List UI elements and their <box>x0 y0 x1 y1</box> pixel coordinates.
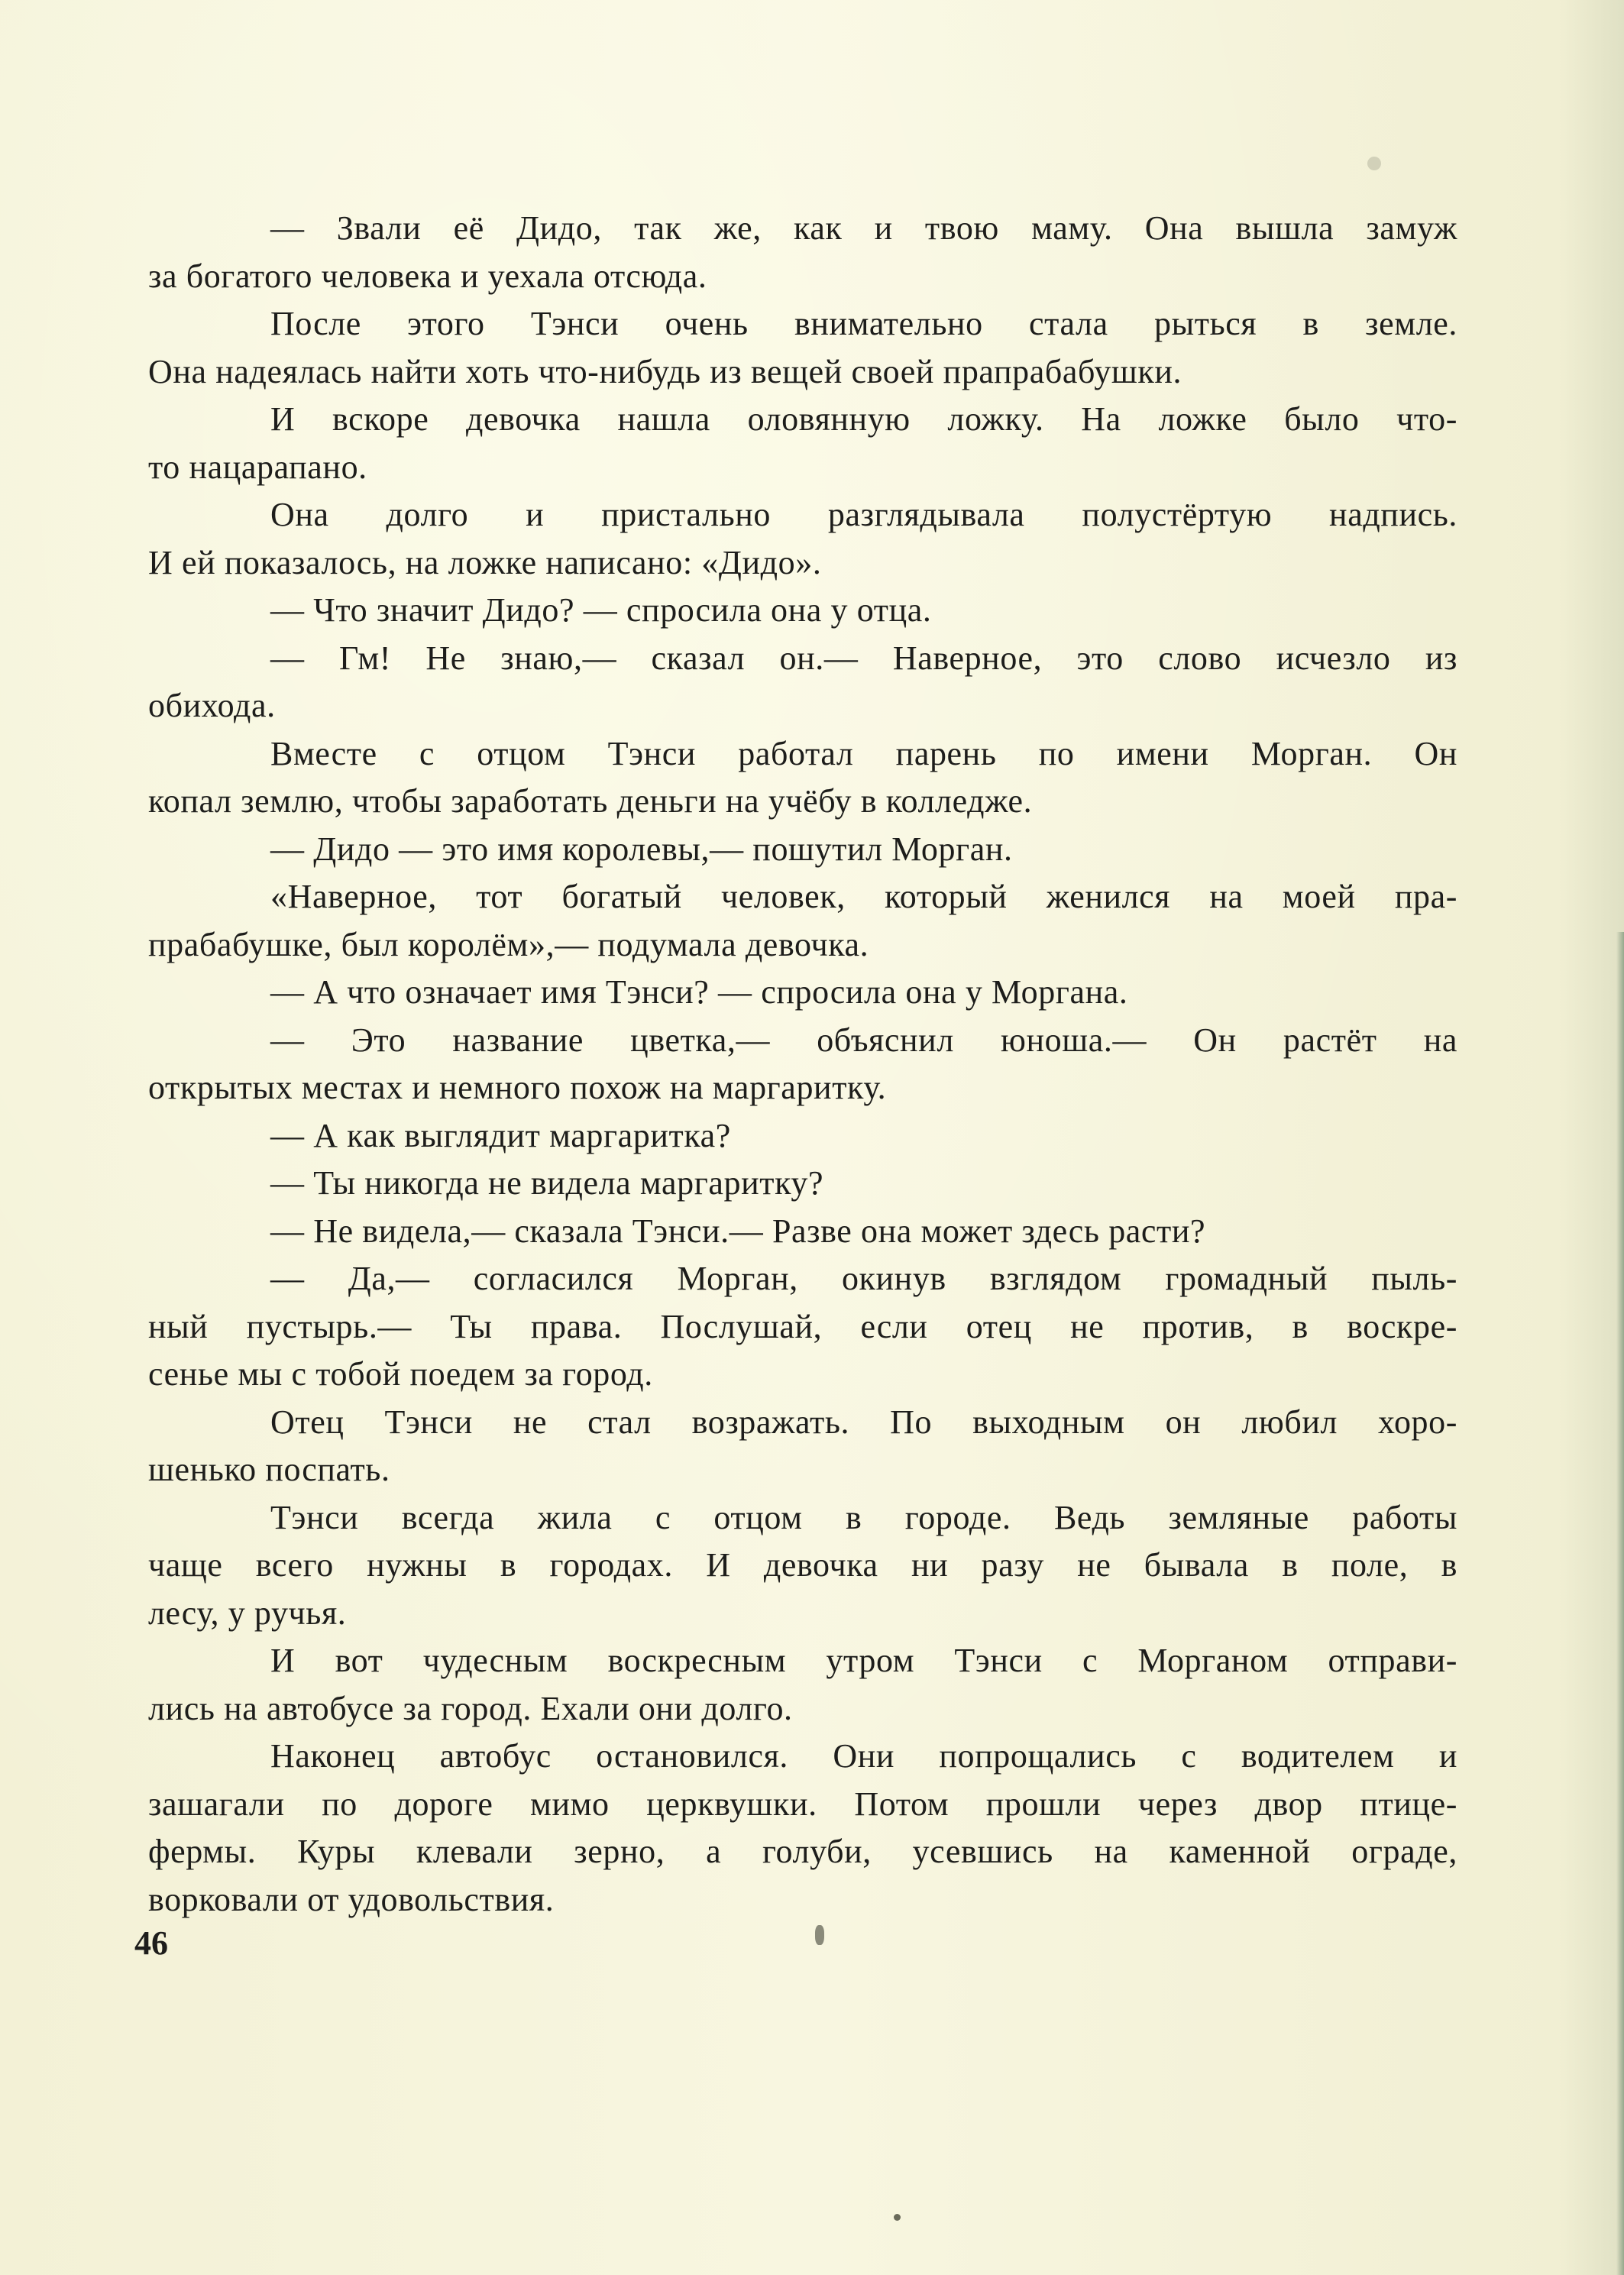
text-line: И ей показалось, на ложке написано: «Дидо». <box>148 543 822 581</box>
paper-speck <box>1367 157 1381 170</box>
text-line: зашагали по дороге мимо церквушки. Потом прошли через двор птице- <box>148 1785 1457 1823</box>
text-line: шенько поспать. <box>148 1451 390 1488</box>
text-line: Тэнси всегда жила с отцом в городе. Ведь земляные работы <box>270 1498 1457 1536</box>
text-line: ворковали от удовольствия. <box>148 1880 555 1918</box>
text-line: чаще всего нужны в городах. И девочка ни разу не бывала в поле, в <box>148 1546 1457 1584</box>
text-line: И вскоре девочка нашла оловянную ложку. На ложке было что- <box>270 400 1457 438</box>
page-edge-shadow <box>1616 932 1624 2275</box>
text-line: обихода. <box>148 687 276 724</box>
text-line: — Да,— согласился Морган, окинув взглядом громадный пыль- <box>270 1260 1457 1297</box>
text-line: Она долго и пристально разглядывала полустёртую надпись. <box>270 496 1457 533</box>
text-line: — Ты никогда не видела маргаритку? <box>270 1164 824 1202</box>
text-line: — Дидо — это имя королевы,— пошутил Морган. <box>270 830 1013 868</box>
body-text <box>148 205 1457 1924</box>
paper-speck <box>815 1925 824 1945</box>
text-line: прабабушке, был королём»,— подумала девочка. <box>148 925 869 963</box>
text-line: лесу, у ручья. <box>148 1594 347 1632</box>
text-line: сенье мы с тобой поедем за город. <box>148 1355 653 1393</box>
page-number: 46 <box>134 1924 168 1962</box>
text-line: ный пустырь.— Ты права. Послушай, если отец не против, в воскре- <box>148 1307 1457 1345</box>
text-line: за богатого человека и уехала отсюда. <box>148 257 707 295</box>
text-line: фермы. Куры клевали зерно, а голуби, усевшись на каменной ограде, <box>148 1833 1457 1870</box>
text-line: — Гм! Не знаю,— сказал он.— Наверное, это слово исчезло из <box>270 639 1457 677</box>
text-line: Она надеялась найти хоть что-нибудь из вещей своей прапрабабушки. <box>148 352 1182 390</box>
text-line: Отец Тэнси не стал возражать. По выходным он любил хоро- <box>270 1403 1457 1441</box>
text-line: лись на автобусе за город. Ехали они долго. <box>148 1689 793 1727</box>
text-line: то нацарапано. <box>148 448 367 486</box>
text-line: — Это название цветка,— объяснил юноша.— Он растёт на <box>270 1021 1457 1059</box>
text-line: После этого Тэнси очень внимательно стала рыться в земле. <box>270 305 1457 342</box>
text-line: — Не видела,— сказала Тэнси.— Разве она может здесь расти? <box>270 1212 1206 1250</box>
text-line: «Наверное, тот богатый человек, который женился на моей пра- <box>270 878 1457 915</box>
text-line: — Звали её Дидо, так же, как и твою маму. Она вышла замуж <box>270 209 1457 247</box>
text-line: Вместе с отцом Тэнси работал парень по имени Морган. Он <box>270 734 1457 772</box>
text-line: И вот чудесным воскресным утром Тэнси с Морганом отправи- <box>270 1642 1457 1679</box>
text-line: открытых местах и немного похож на маргаритку. <box>148 1069 887 1106</box>
text-line: — А что означает имя Тэнси? — спросила она у Моргана. <box>270 973 1128 1011</box>
text-line: — А как выглядит маргаритка? <box>270 1116 731 1154</box>
text-line: — Что значит Дидо? — спросила она у отца. <box>270 591 932 629</box>
text-line: копал землю, чтобы заработать деньги на учёбу в колледже. <box>148 782 1033 820</box>
text-line: Наконец автобус остановился. Они попрощались с водителем и <box>270 1737 1457 1775</box>
paper-speck <box>894 2214 901 2221</box>
